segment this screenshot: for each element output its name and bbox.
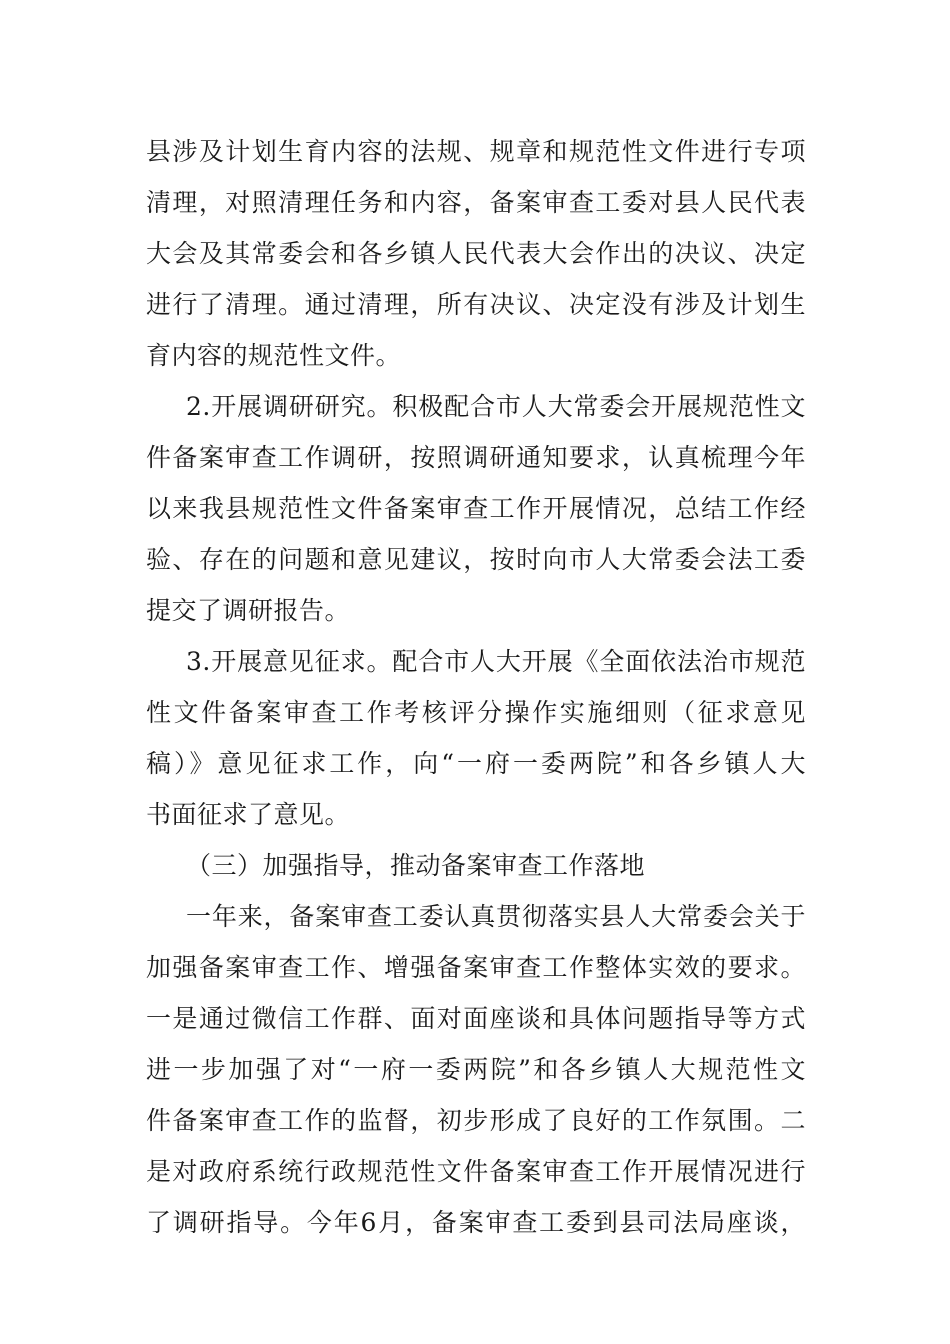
text-line: 件备案审查工作调研，按照调研通知要求，认真梳理今年 bbox=[146, 443, 806, 472]
text-line: 育内容的规范性文件。 bbox=[146, 341, 402, 370]
text-line: 了调研指导。今年6月，备案审查工委到县司法局座谈， bbox=[146, 1208, 806, 1237]
text-line: 一年来，备案审查工委认真贯彻落实县人大常委会关于 bbox=[186, 902, 806, 931]
text-line: 是对政府系统行政规范性文件备案审查工作开展情况进行 bbox=[146, 1157, 806, 1186]
text-line: 以来我县规范性文件备案审查工作开展情况，总结工作经 bbox=[146, 494, 806, 523]
text-line: 书面征求了意见。 bbox=[146, 800, 351, 829]
text-line: 县涉及计划生育内容的法规、规章和规范性文件进行专项 bbox=[146, 137, 806, 166]
document-body bbox=[146, 126, 806, 1248]
text-line: 清理，对照清理任务和内容，备案审查工委对县人民代表 bbox=[146, 188, 806, 217]
text-line: 件备案审查工作的监督，初步形成了良好的工作氛围。二 bbox=[146, 1106, 806, 1135]
text-line: 性文件备案审查工作考核评分操作实施细则（征求意见 bbox=[146, 698, 806, 727]
text-line: 大会及其常委会和各乡镇人民代表大会作出的决议、决定 bbox=[146, 239, 806, 268]
text-line: 进一步加强了对“一府一委两院”和各乡镇人大规范性文 bbox=[146, 1055, 806, 1084]
text-line: 3.开展意见征求。配合市人大开展《全面依法治市规范 bbox=[186, 647, 806, 676]
text-line: 加强备案审查工作、增强备案审查工作整体实效的要求。 bbox=[146, 953, 806, 982]
text-line: 稿）》意见征求工作，向“一府一委两院”和各乡镇人大 bbox=[146, 749, 806, 778]
text-line: （三）加强指导，推动备案审查工作落地 bbox=[186, 851, 646, 880]
text-line: 进行了清理。通过清理，所有决议、决定没有涉及计划生 bbox=[146, 290, 806, 319]
text-line: 2.开展调研研究。积极配合市人大常委会开展规范性文 bbox=[186, 392, 806, 421]
text-line: 提交了调研报告。 bbox=[146, 596, 351, 625]
text-line: 一是通过微信工作群、面对面座谈和具体问题指导等方式 bbox=[146, 1004, 806, 1033]
text-line: 验、存在的问题和意见建议，按时向市人大常委会法工委 bbox=[146, 545, 806, 574]
